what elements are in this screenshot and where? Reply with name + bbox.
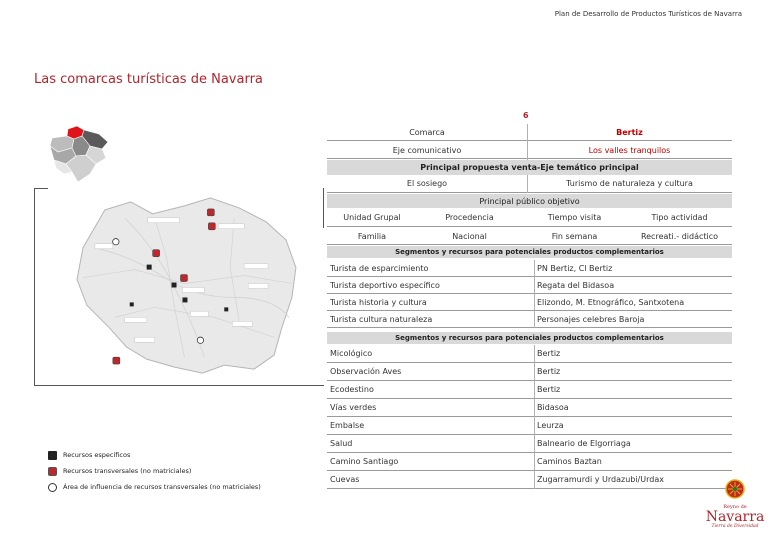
map-label-box-8: [135, 337, 155, 342]
eje-value: Los valles tranquilos: [588, 145, 671, 155]
resource-row: [327, 417, 732, 435]
map-marker-red-1: [207, 209, 214, 216]
map-marker-red-3: [180, 275, 187, 282]
logo-sub: Tierra de Diversidad: [711, 524, 759, 529]
map-label-box-3: [244, 264, 268, 269]
logo-main: Navarra: [705, 509, 765, 525]
resource-right: Bertiz: [537, 367, 561, 376]
segment-left: Turista historia y cultura: [330, 297, 427, 307]
public-value-tiempo: Fin semana: [551, 231, 598, 241]
public-header-tiempo: Tiempo visita: [547, 213, 602, 222]
public-values-row: [327, 228, 732, 245]
segment-right: Personajes celebres Baroja: [537, 314, 645, 324]
navarra-logo: [700, 478, 770, 536]
resource-row: [327, 363, 732, 381]
resource-right: Balneario de Elgorriaga: [537, 439, 631, 448]
legend-red-marker-icon: [48, 467, 57, 476]
segment-right: Elizondo, M. Etnográfico, Santxotena: [537, 297, 685, 307]
legend-transversal: [48, 463, 261, 479]
map-area-circle-2: [197, 337, 203, 343]
divider-segmentos: [534, 260, 535, 328]
public-value-unidad: Familia: [357, 231, 387, 241]
resource-right: Bertiz: [537, 349, 561, 358]
public-header-tipo: Tipo actividad: [651, 213, 708, 222]
page-title: Las comarcas turísticas de Navarra: [34, 72, 263, 87]
comarca-value: Bertiz: [616, 127, 643, 137]
map-label-box-7: [125, 317, 147, 322]
resource-left: Cuevas: [330, 475, 360, 484]
map-label-box-9: [232, 321, 252, 326]
resource-row: [327, 471, 732, 489]
resource-row: [327, 453, 732, 471]
coat-of-arms-icon: [724, 478, 746, 500]
public-header-row: [327, 209, 732, 227]
resource-row: [327, 399, 732, 417]
resource-right: Leurza: [537, 421, 564, 430]
locator-map: [44, 122, 114, 184]
segment-left: Turista deportivo específico: [330, 280, 440, 290]
district-map: [34, 188, 324, 386]
map-marker-red-2: [208, 223, 215, 230]
divider-comarca: [527, 124, 528, 160]
band-publico: Principal público objetivo: [327, 194, 732, 208]
divider-recursos: [534, 345, 535, 489]
map-marker-black-3: [182, 297, 187, 302]
map-marker-red-5: [113, 357, 120, 364]
resource-row: [327, 435, 732, 453]
resource-left: Salud: [330, 439, 353, 448]
segment-right: PN Bertiz, Cl Bertiz: [537, 263, 613, 273]
resource-row: [327, 381, 732, 399]
comarca-label: Comarca: [409, 127, 445, 137]
map-marker-black-4: [130, 302, 134, 306]
map-label-box-5: [95, 244, 113, 249]
band-segmentos-1: Segmentos y recursos para potenciales productos complementarios: [327, 246, 732, 258]
map-label-box-1: [148, 218, 180, 223]
resource-left: Observación Aves: [330, 367, 402, 376]
public-value-tipo: Recreati.- didáctico: [640, 231, 719, 241]
logo-pre: Reyno de: [723, 504, 747, 510]
resource-right: Bidasoa: [537, 403, 569, 412]
resource-right: Bertiz: [537, 385, 561, 394]
map-label-box-6: [182, 287, 204, 292]
eje-row: [327, 142, 732, 159]
segment-left: Turista de esparcimiento: [330, 263, 429, 273]
map-marker-black-5: [224, 307, 228, 311]
resource-right: Zugarramurdi y Urdazubi/Urdax: [537, 475, 664, 484]
legend-circle-marker-icon: [48, 483, 57, 492]
eje-tematico-row: [327, 175, 732, 193]
segment-left: Turista cultura naturaleza: [330, 314, 433, 324]
turismo-cell: Turismo de naturaleza y cultura: [566, 179, 693, 188]
map-legend: [48, 447, 261, 495]
map-area-circle-1: [113, 239, 119, 245]
public-header-unidad: Unidad Grupal: [343, 213, 401, 222]
band-segmentos-2: Segmentos y recursos para potenciales productos complementarios: [327, 332, 732, 344]
legend-area: [48, 479, 261, 495]
resource-right: Caminos Baztan: [537, 457, 602, 466]
map-marker-black-1: [147, 265, 152, 270]
segment-row: [327, 311, 732, 328]
public-header-procedencia: Procedencia: [445, 213, 494, 222]
resource-left: Ecodestino: [330, 385, 374, 394]
resource-left: Embalse: [330, 421, 365, 430]
map-marker-red-4: [153, 250, 160, 257]
segment-right: Regata del Bidasoa: [537, 280, 615, 290]
band-principal: Principal propuesta venta-Eje temático principal: [327, 160, 732, 175]
map-marker-black-2: [172, 283, 177, 288]
map-label-box-2: [218, 224, 244, 229]
sosiego-cell: El sosiego: [406, 179, 448, 188]
divider-tematico: [527, 175, 528, 193]
legend-black-marker-icon: [48, 451, 57, 460]
map-label-box-10: [190, 311, 208, 316]
legend-specific-label: Recursos específicos: [63, 451, 131, 459]
resource-left: Micológico: [330, 349, 373, 358]
legend-area-label: Área de influencia de recursos transversales (no matriciales): [63, 483, 261, 491]
legend-specific: [48, 447, 261, 463]
segment-row: [327, 277, 732, 294]
resource-left: Camino Santiago: [330, 457, 399, 466]
resource-left: Vías verdes: [330, 403, 377, 412]
comarca-row: [327, 124, 732, 141]
public-value-procedencia: Nacional: [452, 231, 487, 241]
eje-label: Eje comunicativo: [392, 145, 462, 155]
header-note: Plan de Desarrollo de Productos Turísticos de Navarra: [554, 10, 742, 18]
segment-row: [327, 260, 732, 277]
map-label-box-4: [248, 284, 268, 289]
page-number: 6: [523, 111, 529, 120]
resource-row: [327, 345, 732, 363]
segment-row: [327, 294, 732, 311]
legend-transversal-label: Recursos transversales (no matriciales): [63, 467, 192, 475]
